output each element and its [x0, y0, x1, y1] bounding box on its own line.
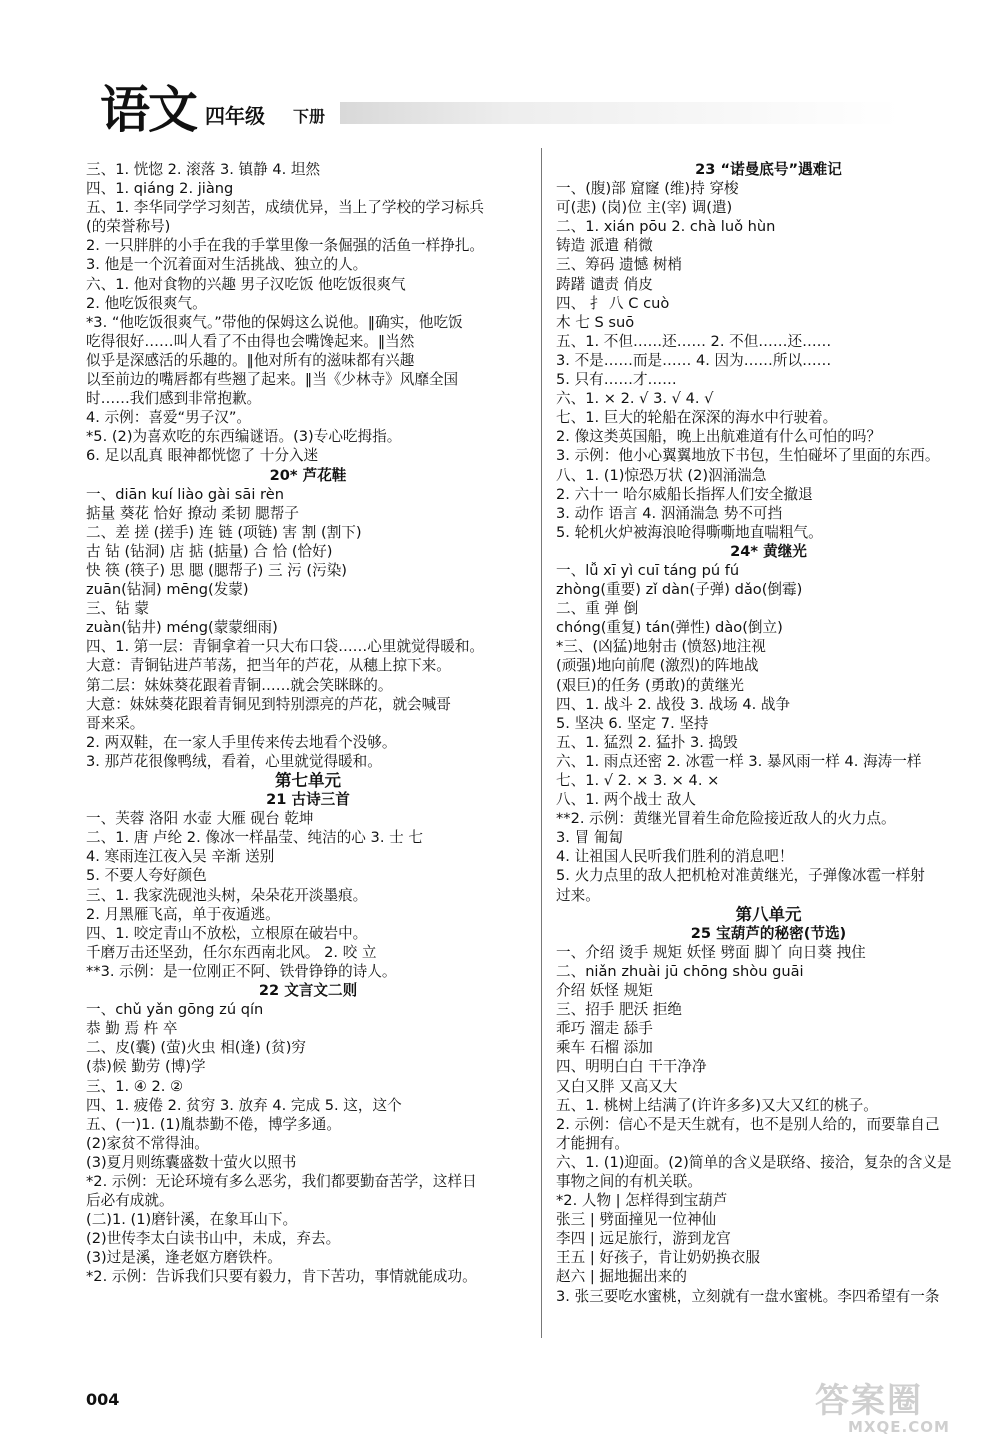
- answer-line: 介绍 妖怪 规矩: [556, 982, 653, 1000]
- answer-line: 时……我们感到非常抱歉。: [86, 390, 262, 408]
- answer-line: 铸造 派遣 稍微: [556, 237, 653, 255]
- watermark-logo: 答案圈: [815, 1381, 923, 1421]
- answer-line: 2. 月黑雁飞高，单于夜遁逃。: [86, 905, 280, 923]
- answer-line: 四、1. 疲倦 2. 贫穷 3. 放弃 4. 完成 5. 这，这个: [86, 1096, 402, 1114]
- answer-line: 张三 | 劈面撞见一位神仙: [556, 1211, 717, 1229]
- answer-line: 才能拥有。: [556, 1134, 629, 1152]
- answer-line: **2. 示例：黄继光冒着生命危险接近敌人的火力点。: [556, 810, 896, 828]
- answer-line: zhòng(重要) zǐ dàn(子弹) dǎo(倒霉): [556, 581, 803, 599]
- answer-line: 三、筹码 遗憾 树梢: [556, 256, 683, 274]
- answer-line: 3. 示例：他小心翼翼地放下书包，生怕碰坏了里面的东西。: [556, 447, 940, 465]
- answer-line: (3)夏月则练囊盛数十萤火以照书: [86, 1153, 297, 1171]
- answer-line: 2. 两双鞋，在一家人手里传来传去地看个没够。: [86, 733, 397, 751]
- answer-line: 五、(一)1. (1)胤恭勤不倦，博学多通。: [86, 1115, 341, 1133]
- answer-line: (3)过是溪，逢老妪方磨铁杵。: [86, 1249, 282, 1267]
- answer-line: 3. 冒 匍匐: [556, 829, 623, 847]
- answer-line: (的荣誉称号): [86, 218, 171, 236]
- answer-line: 吃得很好……叫人看了不由得也会嘴馋起来。‖当然: [86, 332, 415, 350]
- answer-line: 五、1. 不但……还…… 2. 不但……还……: [556, 332, 832, 350]
- answer-line: 3. 张三要吃水蜜桃，立刻就有一盘水蜜桃。李四希望有一条: [556, 1287, 940, 1305]
- answer-line: 大意：妹妹葵花跟着青铜见到特别漂亮的芦花，就会喊哥: [86, 695, 451, 713]
- answer-line: 四、1. qiáng 2. jiàng: [86, 180, 234, 198]
- answer-line: 六、1. 雨点还密 2. 冰雹一样 3. 暴风雨一样 4. 海涛一样: [556, 752, 922, 770]
- answer-line: 乘车 石榴 添加: [556, 1039, 653, 1057]
- answer-line: 快 筷 (筷子) 思 腮 (腮帮子) 三 污 (污染): [86, 561, 347, 579]
- lesson-heading: 24* 黄继光: [730, 542, 807, 560]
- answer-line: 五、1. 猛烈 2. 猛扑 3. 捣毁: [556, 733, 738, 751]
- answer-line: 又白又胖 又高又大: [556, 1077, 678, 1095]
- answer-line: 过来。: [556, 886, 600, 904]
- answer-line: 可(悲) (岗)位 主(宰) 调(遣): [556, 199, 733, 217]
- answer-line: 三、招手 肥沃 拒绝: [556, 1001, 683, 1019]
- answer-line: 乖巧 溜走 舔手: [556, 1020, 653, 1038]
- answer-line: 一、chǔ yǎn gōng zú qín: [86, 1001, 264, 1019]
- answer-line: 四、明明白白 干干净净: [556, 1058, 707, 1076]
- answer-line: 二、皮(囊) (萤)火虫 相(逢) (贫)穷: [86, 1039, 306, 1057]
- answer-line: (顽强)地向前爬 (激烈)的阵地战: [556, 657, 759, 675]
- answer-line: 事物之间的有机关联。: [556, 1172, 702, 1190]
- answer-line: 八、1. (1)惊恐万状 (2)泅涌湍急: [556, 466, 767, 484]
- answer-line: 恭 勤 焉 杵 卒: [86, 1020, 178, 1038]
- answer-line: 三、钻 蒙: [86, 600, 150, 618]
- left-column: [86, 160, 530, 1287]
- answer-line: 一、diān kuí liào gài sāi rèn: [86, 485, 284, 503]
- answer-line: 七、1. 巨大的轮船在深深的海水中行驶着。: [556, 409, 838, 427]
- answer-line: (艰巨)的任务 (勇敢)的黄继光: [556, 676, 744, 694]
- lesson-heading: 23 “诺曼底号”遇难记: [695, 161, 842, 178]
- answer-line: 四、1. 第一层：青铜拿着一只大布口袋……心里就觉得暖和。: [86, 638, 485, 656]
- answer-line: *三、(凶猛)地射击 (愤怒)地注视: [556, 638, 766, 656]
- answer-line: 后必有成就。: [86, 1192, 174, 1210]
- header-volume: 下册: [293, 107, 326, 126]
- answer-line: zuān(钻洞) mēng(发蒙): [86, 581, 249, 599]
- answer-line: 五、1. 李华同学学习刻苦，成绩优异，当上了学校的学习标兵: [86, 199, 485, 217]
- answer-line: 一、芙蓉 洛阳 水壶 大雁 砚台 乾坤: [86, 810, 314, 828]
- answer-line: *2. 人物 | 怎样得到宝葫芦: [556, 1192, 728, 1210]
- answer-line: 二、重 弹 倒: [556, 600, 639, 618]
- answer-line: 4. 寒雨连江夜入吴 辛渐 送别: [86, 848, 275, 866]
- answer-line: 三、1. ④ 2. ②: [86, 1077, 184, 1095]
- answer-line: 5. 轮机火炉被海浪呛得嘶嘶地直喘粗气。: [556, 523, 823, 541]
- answer-line: 四、1. 咬定青山不放松，立根原在破岩中。: [86, 924, 368, 942]
- answer-line: 5. 不要人夸好颜色: [86, 867, 207, 885]
- answer-line: 似乎是深感活的乐趣的。‖他对所有的滋味都有兴趣: [86, 351, 415, 369]
- answer-line: 二、1. xián pōu 2. chà luǒ hùn: [556, 218, 776, 236]
- answer-line: 千磨万击还坚劲，任尔东西南北风。 2. 咬 立: [86, 943, 377, 961]
- answer-line: (2)世传李太白读书山中，未成，弃去。: [86, 1230, 341, 1248]
- answer-line: 三、1. 恍惚 2. 滚落 3. 镇静 4. 坦然: [86, 161, 321, 178]
- lesson-heading: 22 文言文二则: [258, 982, 358, 1000]
- answer-line: 2. 像这类英国船，晚上出航难道有什么可怕的吗？: [556, 428, 882, 446]
- header-grade: 四年级: [205, 104, 265, 128]
- answer-line: 六、1. (1)迎面。(2)简单的含义是联络、接洽，复杂的含义是: [556, 1153, 952, 1171]
- answer-line: 3. 他是一个沉着面对生活挑战、独立的人。: [86, 256, 368, 274]
- answer-line: 6. 足以乱真 眼神都恍惚了 十分入迷: [86, 447, 319, 465]
- answer-line: 踌躇 谴责 俏皮: [556, 275, 653, 293]
- answer-line: 4. 示例：喜爱“男子汉”。: [86, 409, 252, 427]
- answer-line: 5. 坚决 6. 坚定 7. 坚持: [556, 714, 709, 732]
- answer-line: 七、1. √ 2. × 3. × 4. ×: [556, 772, 720, 789]
- answer-line: 哥来采。: [86, 714, 145, 732]
- answer-line: 2. 一只胖胖的小手在我的手掌里像一条倔强的活鱼一样挣扎。: [86, 237, 485, 255]
- header-subject: 语文: [100, 81, 196, 139]
- answer-line: (2)家贫不常得油。: [86, 1134, 209, 1152]
- answer-line: 一、lǚ xī yì cuī táng pú fú: [556, 561, 740, 579]
- answer-line: 王五 | 好孩子，肯让奶奶换衣服: [556, 1249, 760, 1267]
- lesson-heading: 21 古诗三首: [266, 791, 350, 809]
- answer-line: chóng(重复) tán(弹性) dào(倒立): [556, 619, 783, 637]
- unit-heading: 第七单元: [275, 771, 341, 790]
- answer-line: 一、介绍 烫手 规矩 妖怪 劈面 脚丫 向日葵 拽住: [556, 943, 866, 961]
- answer-line: *2. 示例：告诉我们只要有毅力，肯下苦功，事情就能成功。: [86, 1268, 477, 1286]
- answer-line: 2. 示例：信心不是天生就有，也不是别人给的，而要靠自己: [556, 1115, 940, 1133]
- answer-line: 木 七 S suō: [556, 313, 635, 331]
- answer-line: zuàn(钻井) méng(蒙蒙细雨): [86, 619, 278, 637]
- answer-line: 六、1. 他对食物的兴趣 男子汉吃饭 他吃饭很爽气: [86, 275, 406, 293]
- answer-line: 赵六 | 掘地掘出来的: [556, 1268, 687, 1286]
- answer-line: 掂量 葵花 恰好 撩动 柔韧 腮帮子: [86, 504, 299, 522]
- right-column: [556, 160, 981, 1306]
- answer-line: 四、1. 战斗 2. 战役 3. 战场 4. 战争: [556, 695, 791, 713]
- answer-line: 2. 六十一 哈尔威船长指挥人们安全撤退: [556, 485, 813, 503]
- answer-line: 5. 只有……才……: [556, 371, 677, 389]
- page-number: 004: [86, 1390, 120, 1409]
- answer-line: 李四 | 远足旅行，游到龙宫: [556, 1230, 731, 1248]
- answer-line: 古 钻 (钻洞) 店 掂 (掂量) 合 恰 (恰好): [86, 542, 333, 560]
- answer-line: 二、差 搓 (搓手) 连 链 (项链) 害 割 (割下): [86, 523, 362, 541]
- answer-line: 二、1. 唐 卢纶 2. 像冰一样晶莹、纯洁的心 3. 士 七: [86, 829, 423, 847]
- answer-line: *3. “他吃饭很爽气。”带他的保姆这么说他。‖确实，他吃饭: [86, 313, 463, 331]
- header-strip: [340, 102, 900, 124]
- answer-line: 3. 动作 语言 4. 泅涌湍急 势不可挡: [556, 504, 783, 522]
- answer-line: 四、 扌 八 C cuò: [556, 294, 670, 312]
- answer-line: 第二层：妹妹葵花跟着青铜……就会笑眯眯的。: [86, 676, 393, 694]
- answer-line: 五、1. 桃树上结满了(许许多多)又大又红的桃子。: [556, 1096, 878, 1114]
- answer-line: (二)1. (1)磨针溪，在象耳山下。: [86, 1211, 298, 1229]
- answer-line: 以至前边的嘴唇都有些翘了起来。‖当《少林寺》风靡全国: [86, 371, 459, 389]
- answer-line: 二、niǎn zhuài jū chōng shòu guāi: [556, 962, 804, 980]
- answer-line: 4. 让祖国人民听我们胜利的消息吧！: [556, 848, 794, 866]
- answer-line: 3. 不是……而是…… 4. 因为……所以……: [556, 351, 832, 369]
- lesson-heading: 20* 芦花鞋: [269, 466, 347, 484]
- unit-heading: 第八单元: [735, 904, 802, 924]
- answer-line: *2. 示例：无论环境有多么恶劣，我们都要勤奋苦学，这样日: [86, 1172, 477, 1190]
- watermark-site: MXQE.COM: [848, 1418, 950, 1436]
- answer-line: 六、1. × 2. √ 3. √ 4. √: [556, 390, 714, 408]
- answer-line: 三、1. 我家洗砚池头树，朵朵花开淡墨痕。: [86, 886, 368, 904]
- answer-line: (恭)候 勤劳 (博)学: [86, 1058, 206, 1076]
- answer-line: **3. 示例：是一位刚正不阿、铁骨铮铮的诗人。: [86, 962, 397, 980]
- column-divider: [541, 148, 542, 1338]
- answer-line: 一、(腹)部 窟窿 (维)持 穿梭: [556, 180, 739, 198]
- answer-line: 3. 那芦花很像鸭绒，看着，心里就觉得暖和。: [86, 752, 382, 770]
- answer-line: 八、1. 两个战士 敌人: [556, 791, 696, 809]
- answer-line: 5. 火力点里的敌人把机枪对准黄继光，子弹像冰雹一样射: [556, 867, 925, 885]
- lesson-heading: 25 宝葫芦的秘密(节选): [690, 924, 847, 942]
- answer-line: *5. (2)为喜欢吃的东西编谜语。(3)专心吃拇指。: [86, 428, 402, 446]
- answer-line: 2. 他吃饭很爽气。: [86, 294, 207, 312]
- answer-line: 大意：青铜钻进芦苇荡，把当年的芦花，从穗上掠下来。: [86, 657, 451, 675]
